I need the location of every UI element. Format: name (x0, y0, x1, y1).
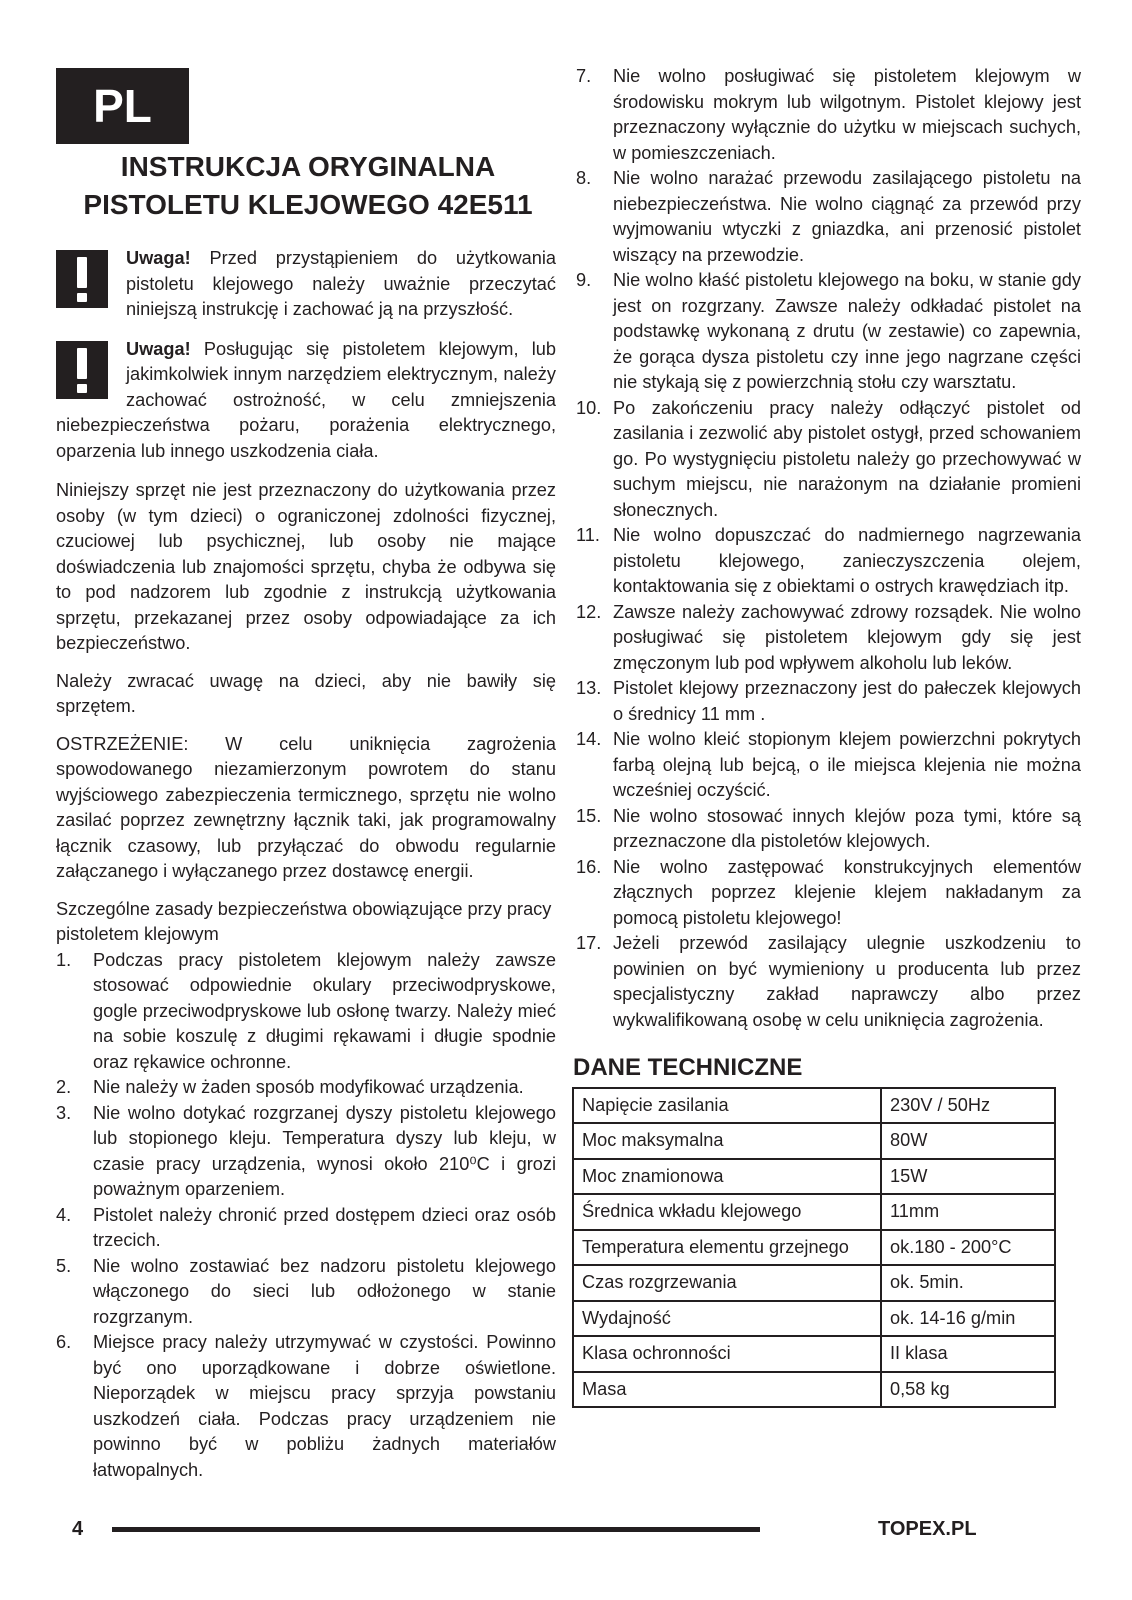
table-row: Masa 0,58 kg (573, 1372, 1055, 1408)
list-item: 16. Nie wolno zastępować konstrukcyjnych elementów złącznych poprzez klejenie klejem nakładanym za pomocą pistoletu klejowego! (576, 856, 1081, 928)
list-item: 8. Nie wolno narażać przewodu zasilającego pistoletu na niebezpieczeństwa. Nie wolno ciągnąć za przewód przy wyjmowaniu wtyczki z gniazdka, ani przenosić pistolet wiszący na przewodzie. (576, 168, 1081, 265)
table-row: Moc maksymalna 80W (573, 1123, 1055, 1159)
list-item: 17. Jeżeli przewód zasilający ulegnie uszkodzeniu to powinien on być wymieniony u producenta lub przez specjalistyczny zakład naprawczy albo przez wykwalifikowaną osobę w celu uniknięcia zagrożenia. (576, 933, 1081, 1030)
list-item: 3. Nie wolno dotykać rozgrzanej dyszy pistoletu klejowego lub stopionego kleju. Temperatura dyszy lub kleju, w czasie pracy urządzenia, wynosi około 210⁰C i grozi poważnym oparzeniem. (56, 1102, 556, 1199)
warning-label: Uwaga! (126, 248, 191, 268)
list-item: 1. Podczas pracy pistoletem klejowym należy zawsze stosować odpowiednie okulary przeciwodpryskowe, gogle przeciwodpryskowe lub osłonę twarzy. Należy mieć na sobie koszulę z długimi rękawami i długie spodnie oraz rękawice ochronne. (56, 949, 556, 1072)
list-item: 13. Pistolet klejowy przeznaczony jest do pałeczek klejowych o średnicy 11 mm . (576, 678, 1081, 724)
list-item: 2. Nie należy w żaden sposób modyfikować urządzenia. (56, 1077, 524, 1097)
table-row: Średnica wkładu klejowego 11mm (573, 1194, 1055, 1230)
tech-data-heading: DANE TECHNICZNE (573, 1054, 803, 1081)
title-line-1: INSTRUKCJA ORYGINALNA (120, 151, 496, 182)
list-item: 12. Zawsze należy zachowywać zdrowy rozsądek. Nie wolno posługiwać się pistoletem klejowym gdy się jest zmęczonym lub pod wpływem alkoholu lub leków. (576, 601, 1081, 673)
document-title (56, 148, 560, 224)
table-row: Napięcie zasilania 230V / 50Hz (573, 1088, 1055, 1124)
warning-exclamation-icon (56, 341, 108, 399)
footer-divider (112, 1527, 760, 1532)
table-row: Klasa ochronności II klasa (573, 1336, 1055, 1372)
right-column (573, 64, 1081, 1408)
list-item: 14. Nie wolno kleić stopionym klejem powierzchni pokrytych farbą olejną lub bejcą, o ile miejsca klejenia nie można wcześniej oczyścić. (576, 729, 1081, 800)
table-row: Temperatura elementu grzejnego ok.180 - 200°C (573, 1230, 1055, 1266)
list-item: 9. Nie wolno kłaść pistoletu klejowego na boku, w stanie gdy jest on rozgrzany. Zawsze należy odkładać pistolet na podstawkę wykonaną z drutu (w zestawie) co zapewnia, że gorąca dysza pistoletu czy inne jego nagrzane części nie stykają się z powierzchnią stołu czy warsztatu. (576, 270, 1081, 392)
warning-exclamation-icon (56, 250, 108, 308)
table-row: Wydajność ok. 14-16 g/min (573, 1301, 1055, 1337)
safety-rules-list-part-1 (56, 948, 556, 1484)
brand-url: TOPEX.PL (878, 1518, 977, 1540)
rules-intro: Szczególne zasady bezpieczeństwa obowiązujące przy pracy pistoletem klejowym (56, 898, 552, 944)
table-row: Czas rozgrzewania ok. 5min. (573, 1265, 1055, 1301)
list-item: 10. Po zakończeniu pracy należy odłączyć pistolet od zasilania i zezwolić aby pistolet ostygł, przed schowaniem go. Po wystygnięciu pistoletu należy go przechowywać w suchym miejscu, nie narażonym na działanie promieni słonecznych. (576, 397, 1081, 520)
warning-block-1 (56, 246, 556, 323)
language-badge: PL (56, 68, 189, 144)
left-column (56, 246, 556, 1483)
paragraph-children: Należy zwracać uwagę na dzieci, aby nie bawiły się sprzętem. (56, 670, 556, 716)
list-item: 15. Nie wolno stosować innych klejów poza tymi, które są przeznaczone dla pistoletów klejowych. (576, 805, 1081, 851)
warning-block-2 (56, 337, 556, 465)
paragraph-user-restrictions: Niniejszy sprzęt nie jest przeznaczony do użytkowania przez osoby (w tym dzieci) o ograniczonej zdolności fizycznej, czuciowej lub psychicznej, lub osoby nie mające doświadczenia lub znajomości sprzętu, chyba że odbywa się to pod nadzorem lub zgodnie z instrukcją użytkowania sprzętu, przekazanej przez osoby odpowiadające za ich bezpieczeństwo. (56, 480, 556, 653)
safety-rules-list-part-2 (576, 64, 1081, 1033)
page-number: 4 (72, 1518, 84, 1540)
list-item: 11. Nie wolno dopuszczać do nadmiernego nagrzewania pistoletu klejowego, zanieczyszczenia olejem, kontaktowania się z obiektami o ostrych krawędziach itp. (576, 525, 1081, 596)
warning-label: Uwaga! (126, 338, 191, 359)
warning-text: Przed przystąpieniem do użytkowania pistoletu klejowego należy uważnie przeczytać niniejszą instrukcję i zachować ją na przyszłość. (126, 248, 556, 319)
paragraph-thermal-warning: OSTRZEŻENIE: W celu uniknięcia zagrożenia spowodowanego niezamierzonym powrotem do stanu wyjściowego zabezpieczenia termicznego, sprzętu nie wolno zasilać poprzez zewnętrzny łącznik taki, jak programowalny łącznik czasowy, lub przyłączać do obwodu regularnie załączanego i wyłączanego przez dostawcę energii. (56, 733, 556, 881)
list-item: 6. Miejsce pracy należy utrzymywać w czystości. Powinno być ono uporządkowane i dobrze oświetlone. Nieporządek w miejscu pracy sprzyja powstaniu uszkodzeń ciała. Podczas pracy urządzeniem nie powinno być w pobliżu żadnych materiałów łatwopalnych. (56, 1332, 556, 1480)
list-item: 7. Nie wolno posługiwać się pistoletem klejowym w środowisku mokrym lub wilgotnym. Pistolet klejowy jest przeznaczony wyłącznie do użytku w miejscach suchych, w pomieszczeniach. (576, 66, 1081, 163)
tech-data-table (572, 1087, 1056, 1409)
table-row: Moc znamionowa 15W (573, 1159, 1055, 1195)
list-item: 4. Pistolet należy chronić przed dostępem dzieci oraz osób trzecich. (56, 1204, 556, 1250)
list-item: 5. Nie wolno zostawiać bez nadzoru pistoletu klejowego włączonego do sieci lub odłożonego w stanie rozgrzanym. (56, 1255, 556, 1327)
warning-text: Posługując się pistoletem klejowym, lub jakimkolwiek innym narzędziem elektrycznym, należy zachować ostrożność, w celu zmniejszenia niebezpieczeństwa pożaru, porażenia elektrycznego, oparzenia lub innego uszkodzenia ciała. (56, 338, 556, 461)
title-line-2: PISTOLETU KLEJOWEGO 42E511 (83, 189, 533, 220)
